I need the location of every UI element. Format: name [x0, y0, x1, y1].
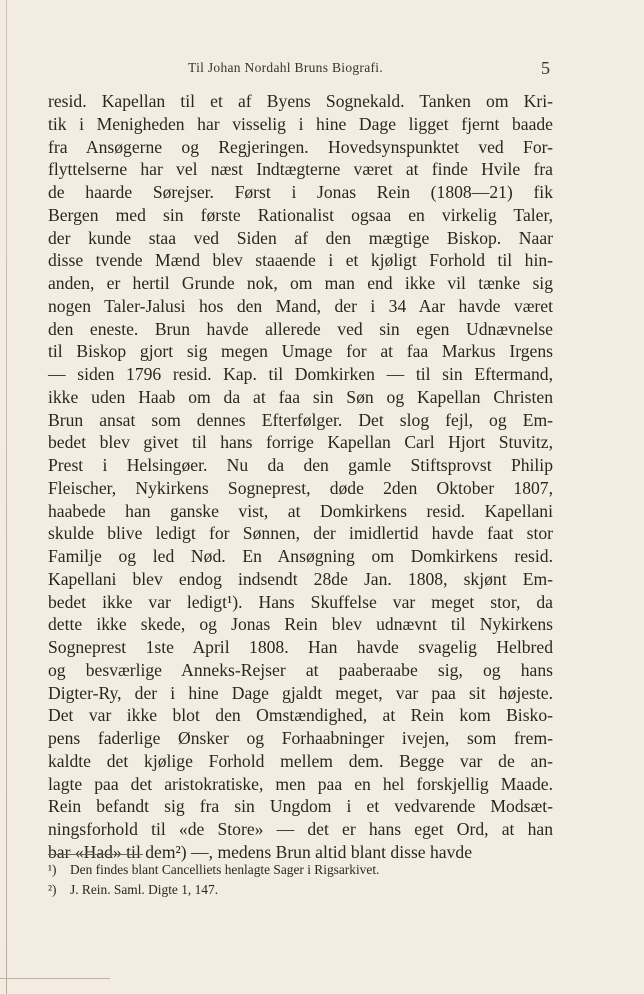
- text-line: ningsforhold til «de Store» — det er hans eget Ord, at han: [48, 819, 553, 839]
- footnotes: [48, 860, 553, 900]
- text-line: Brun ansat som dennes Efterfølger. Det slog fejl, og Em-: [48, 409, 553, 430]
- text-line: til Biskop gjort sig megen Umage for at faa Markus Irgens: [48, 341, 553, 362]
- footnote-text: Den findes blant Cancelliets henlagte Sager i Rigsarkivet.: [70, 862, 380, 877]
- running-title: Til Johan Nordahl Bruns Biografi.: [188, 60, 384, 75]
- text-line: anden, er hertil Grunde nok, om man end ikke vil tænke sig: [48, 273, 553, 293]
- text-line: Rein befandt sig fra sin Ungdom i et vedvarende Modsæt-: [48, 796, 553, 817]
- text-line: Familje og led Nød. En Ansøgning om Domkirkens resid.: [48, 546, 553, 566]
- text-line: Bergen med sin første Rationalist ogsaa en virkelig Taler,: [48, 204, 553, 225]
- text-line: ikke uden Haab om da at faa sin Søn og Kapellan Christen: [48, 386, 553, 407]
- text-line: bar «Had» til dem²) —, medens Brun altid blant disse havde: [48, 841, 473, 862]
- text-line: bedet ikke var ledigt¹). Hans Skuffelse var meget stor, da: [48, 591, 553, 612]
- text-line: haabede han ganske vist, at Domkirkens resid. Kapellani: [48, 500, 553, 521]
- page-number: 5: [541, 58, 550, 78]
- footnote-mark: ²): [48, 882, 57, 897]
- text-line: — siden 1796 resid. Kap. til Domkirken — til sin Eftermand,: [48, 364, 553, 384]
- text-line: der kunde staa ved Siden af den mægtige Biskop. Naar: [48, 227, 553, 248]
- text-line: lagte paa det aristokratiske, men paa en hel forskjellig Maade.: [48, 773, 553, 794]
- footnote-1: [48, 860, 553, 880]
- text-line: Sogneprest 1ste April 1808. Han havde svagelig Helbred: [48, 637, 553, 657]
- text-line: Kapellani blev endog indsendt 28de Jan. 1808, skjønt Em-: [48, 568, 553, 589]
- footnote-2: [48, 880, 553, 900]
- text-line: Digter-Ry, der i hine Dage gjaldt meget, var paa sit højeste.: [48, 682, 553, 703]
- text-line: kaldte det kjølige Forhold mellem dem. Begge var de an-: [48, 750, 553, 771]
- text-line: tik i Menigheden har visselig i hine Dage ligget fjernt baade: [48, 113, 553, 134]
- text-line: nogen Taler-Jalusi hos den Mand, der i 34 Aar havde været: [48, 295, 553, 316]
- text-line: Prest i Helsingøer. Nu da den gamle Stiftsprovst Philip: [48, 455, 553, 475]
- text-line: fra Ansøgerne og Regjeringen. Hovedsynspunktet ved For-: [48, 136, 553, 157]
- running-head: [48, 58, 550, 82]
- footnote-mark: ¹): [48, 862, 57, 877]
- text-line: dette ikke skede, og Jonas Rein blev udnævnt til Nykirkens: [48, 614, 553, 635]
- text-line: flyttelserne har vel næst Indtægterne været at finde Hvile fra: [48, 159, 553, 180]
- text-line: bedet blev givet til hans forrige Kapellan Carl Hjort Stuvitz,: [48, 432, 553, 453]
- text-line: resid. Kapellan til et af Byens Sognekald. Tanken om Kri-: [48, 91, 553, 111]
- text-line: den eneste. Brun havde allerede ved sin egen Udnævnelse: [48, 318, 553, 339]
- text-line: skulde blive ledigt for Sønnen, der imidlertid havde faat stor: [48, 523, 553, 544]
- text-line: Det var ikke blot den Omstændighed, at Rein kom Bisko-: [48, 705, 553, 726]
- body-text: [48, 90, 553, 864]
- text-line: Fleischer, Nykirkens Sogneprest, døde 2den Oktober 1807,: [48, 477, 553, 498]
- page-edge-line: [0, 978, 110, 979]
- footnote-text: J. Rein. Saml. Digte 1, 147.: [70, 882, 219, 897]
- text-line: disse tvende Mænd blev staaende i et kjøligt Forhold til hin-: [48, 250, 553, 271]
- page-edge-shadow: [6, 0, 7, 994]
- text-line: pens faderlige Ønsker og Forhaabninger ivejen, som frem-: [48, 728, 553, 748]
- footnote-rule: [48, 854, 143, 855]
- text-line: de haarde Sørejser. Først i Jonas Rein (1808—21) fik: [48, 182, 553, 202]
- text-line: og besværlige Anneks-Rejser at paaberaabe sig, og hans: [48, 659, 553, 680]
